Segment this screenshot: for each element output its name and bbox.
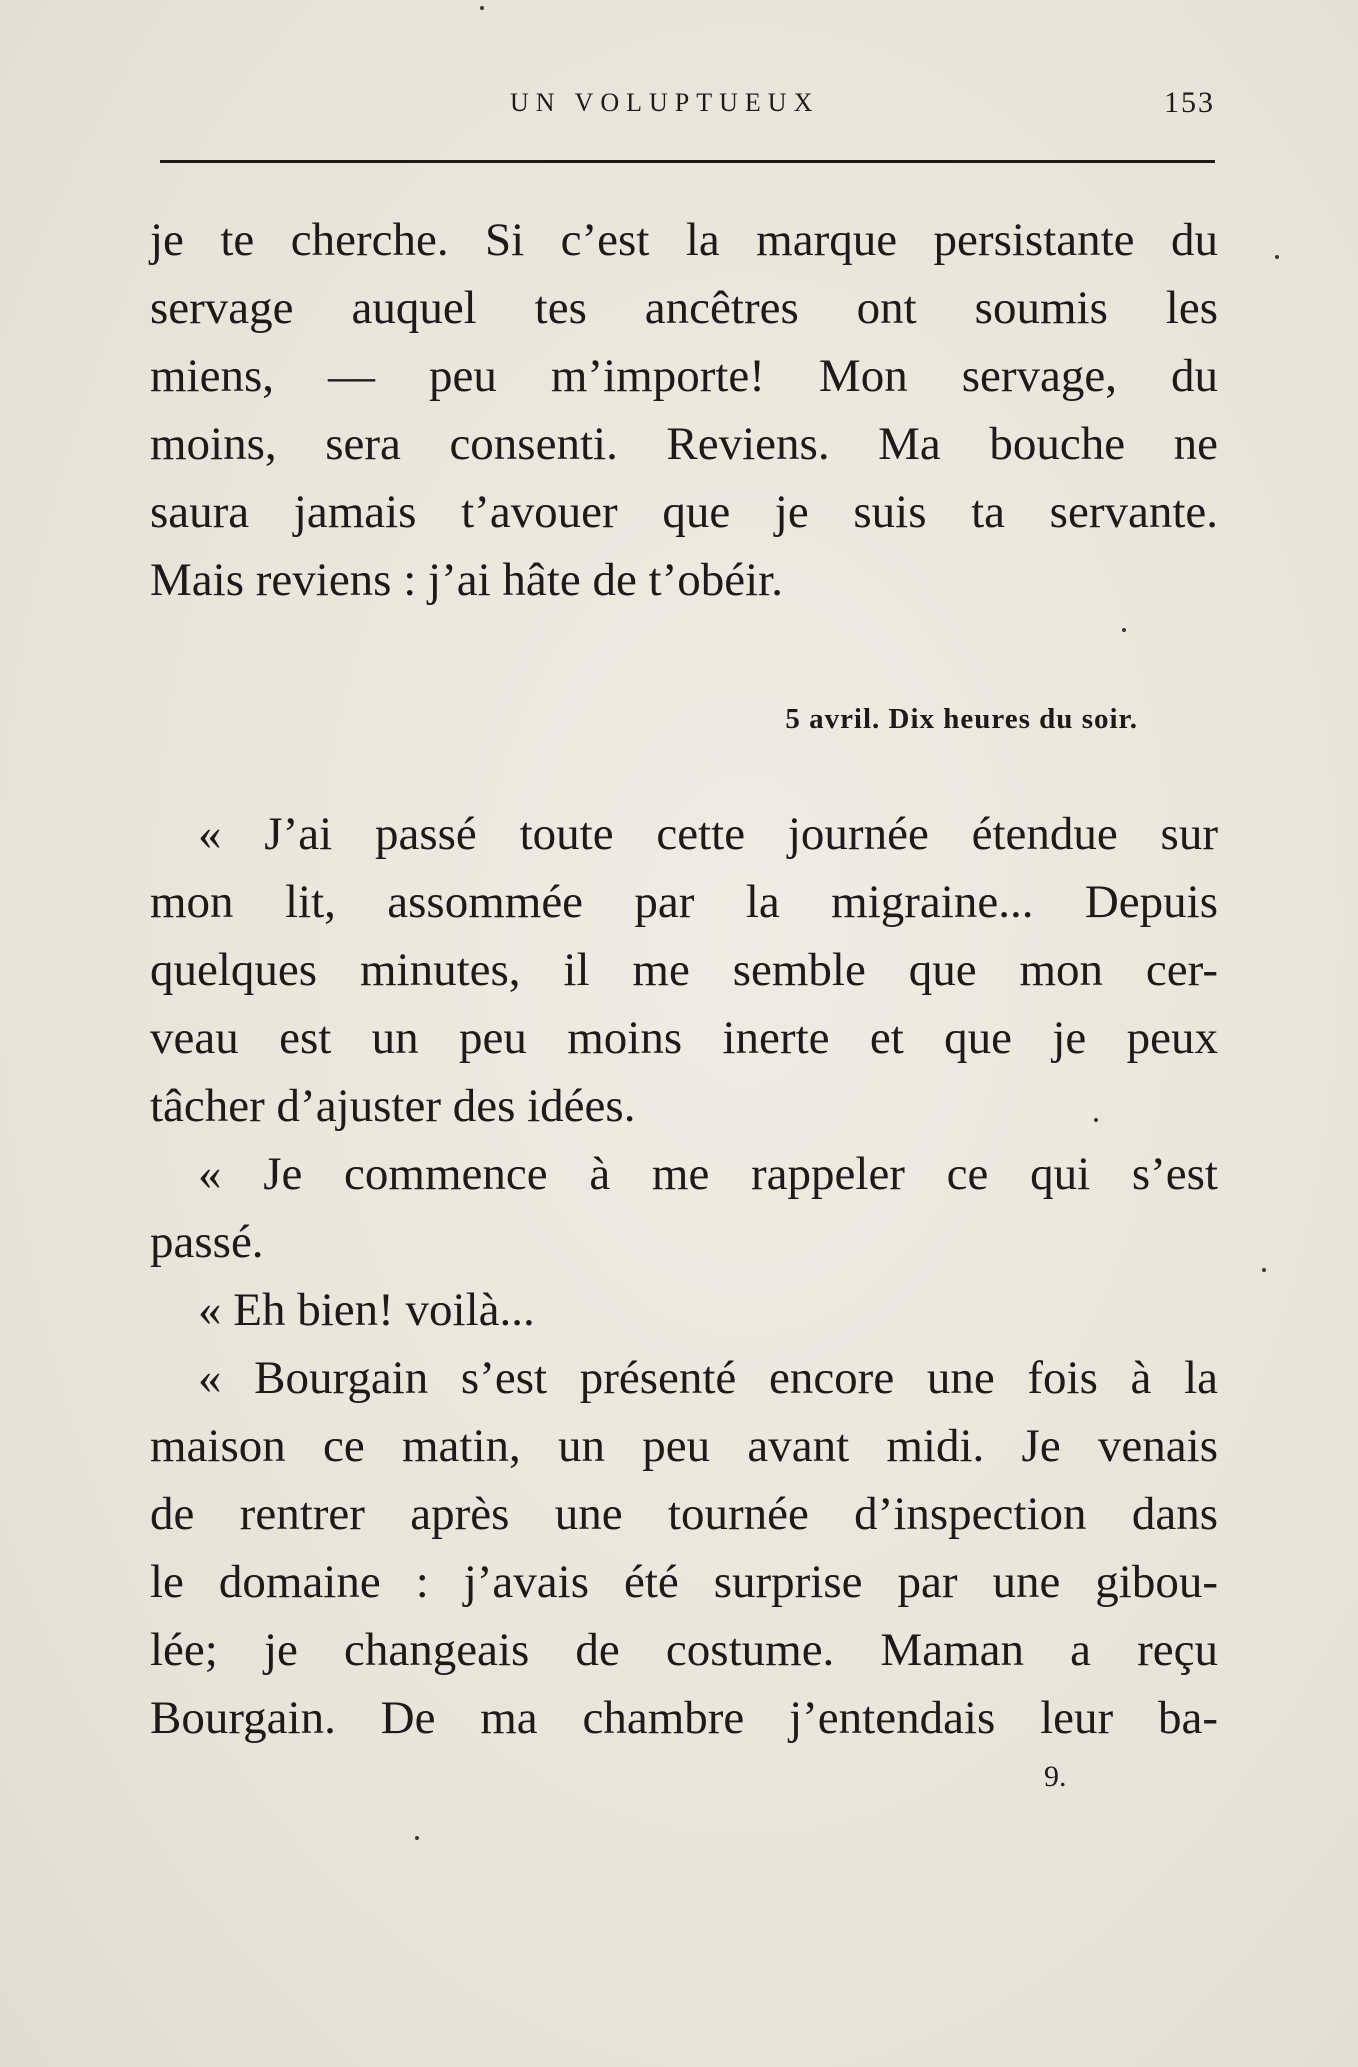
text-line: passé. [150, 1216, 264, 1268]
running-head [160, 88, 1215, 128]
paragraph-1 [150, 206, 1218, 614]
running-title: UN VOLUPTUEUX [510, 88, 820, 117]
dateline: 5 avril. Dix heures du soir. [785, 703, 1138, 735]
text-line: « Bourgain s’est présenté encore une fois à la [198, 1352, 1218, 1404]
text-line: Mais reviens : j’ai hâte de t’obéir. [150, 554, 783, 606]
text-line: saura jamais t’avouer que je suis ta servante. [150, 486, 1218, 538]
text-line: tâcher d’ajuster des idées. [150, 1080, 636, 1132]
paper-speck [415, 1836, 419, 1840]
paper-speck [480, 6, 484, 10]
page-number: 153 [1164, 86, 1215, 119]
paper-speck [1122, 628, 1126, 632]
signature-mark: 9. [1044, 1760, 1067, 1793]
text-line: servage auquel tes ancêtres ont soumis les [150, 282, 1218, 334]
text-line: miens, — peu m’importe! Mon servage, du [150, 350, 1218, 402]
text-line: lée; je changeais de costume. Maman a reçu [150, 1624, 1218, 1676]
text-line: je te cherche. Si c’est la marque persistante du [150, 214, 1218, 266]
text-line: « Eh bien! voilà... [198, 1284, 535, 1336]
paper-speck [1262, 1268, 1266, 1272]
header-rule [160, 160, 1215, 163]
text-line: « Je commence à me rappeler ce qui s’est [198, 1148, 1218, 1200]
text-line: mon lit, assommée par la migraine... Depuis [150, 876, 1218, 928]
text-line: de rentrer après une tournée d’inspection dans [150, 1488, 1218, 1540]
text-line: « J’ai passé toute cette journée étendue sur [198, 808, 1218, 860]
text-line: quelques minutes, il me semble que mon cer- [150, 944, 1218, 996]
text-line: le domaine : j’avais été surprise par une gibou- [150, 1556, 1218, 1608]
text-line: moins, sera consenti. Reviens. Ma bouche ne [150, 418, 1218, 470]
paper-speck [1275, 255, 1279, 259]
paragraph-2 [150, 800, 1218, 1752]
text-line: Bourgain. De ma chambre j’entendais leur ba- [150, 1692, 1218, 1744]
paper-speck [1094, 1118, 1098, 1122]
text-line: maison ce matin, un peu avant midi. Je venais [150, 1420, 1218, 1472]
text-line: veau est un peu moins inerte et que je peux [150, 1012, 1218, 1064]
